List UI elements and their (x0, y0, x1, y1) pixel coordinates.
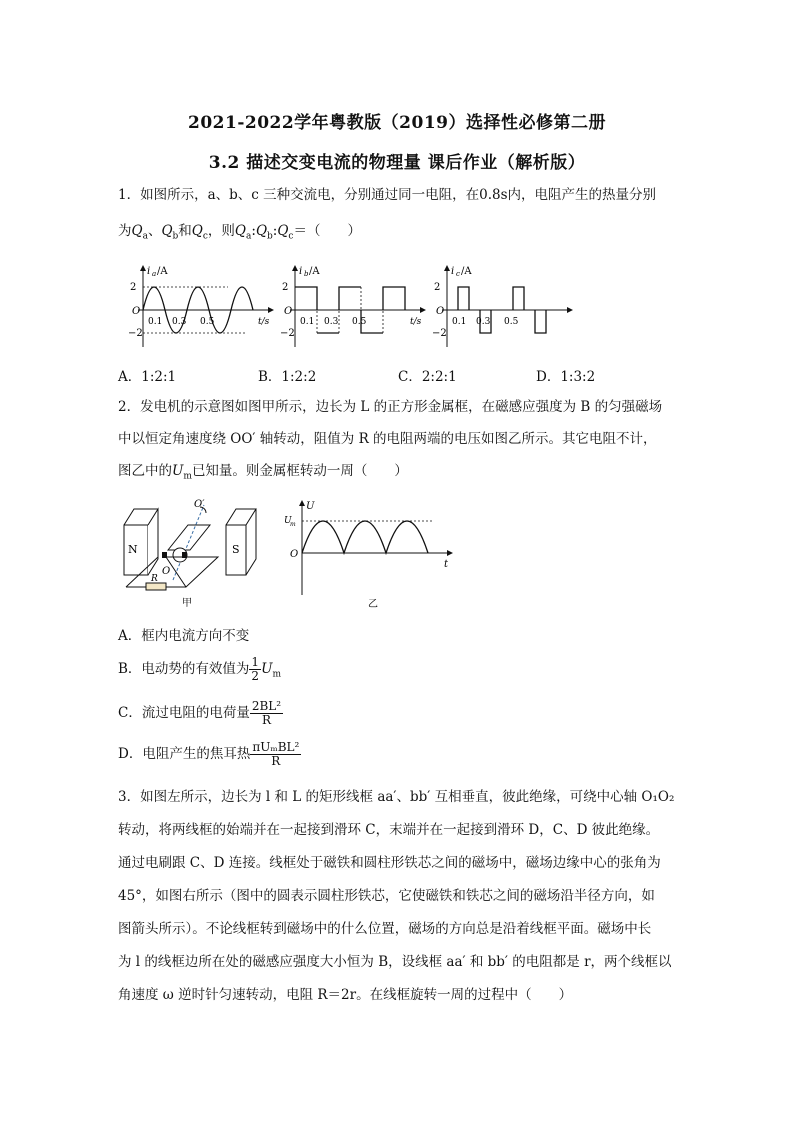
q3-stem-line2: 转动，将两线框的始端并在一起接到滑环 C，末端并在一起接到滑环 D，C、D 彼此绝缘。 (118, 822, 660, 838)
graph-a-unit: /A (157, 266, 168, 277)
document-subtitle: 3.2 描述交变电流的物理量 课后作业（解析版） (208, 153, 586, 173)
graph-b-xtick-01: 0.1 (300, 317, 315, 327)
graph-b-tlabel: t/s (410, 317, 422, 327)
q3-stem-line1: 3．如图左所示，边长为 l 和 L 的矩形线框 aa′、bb′ 互相垂直，彼此绝缘，可绕中心轴 O₁O₂ (118, 789, 675, 805)
graph-c-origin: O (436, 306, 445, 317)
graph-b-ytick-top: 2 (282, 282, 289, 293)
q2-option-d[interactable]: D．电阻产生的焦耳热 $\frac{\text{πUₘBL²}}{R}$ (118, 740, 300, 768)
q1-stem-line2: 为$Q_a$、$Q_b$和$Q_c$，则$Q_a:Q_b:Q_c=$（ ） (118, 223, 361, 242)
q2-option-a[interactable]: A．框内电流方向不变 (118, 628, 250, 644)
q1-option-a[interactable]: A．1:2:1 (118, 369, 177, 385)
graph-yi-tlabel: t (444, 559, 449, 570)
q2-stem-line2: 中以恒定角速度绕 OO′ 轴转动，阻值为 R 的电阻两端的电压如图乙所示。其它电阻不计， (118, 431, 657, 447)
q2-option-b[interactable]: B．电动势的有效值为 $\frac{1}{2}$ $U_m$ (118, 655, 281, 683)
q3-stem-line3: 通过电刷跟 C、D 连接。线框处于磁铁和圆柱形铁芯之间的磁场中，磁场边缘中心的张角为 (118, 855, 661, 871)
graph-c-ylabel-sub: c (456, 270, 460, 278)
optB-fraction: $\frac{1}{2}$ (251, 655, 260, 683)
q3-stem-line6: 为 l 的线框边所在处的磁感应强度大小恒为 B，设线框 aa′ 和 bb′ 的电阻都是 r，两个线框以 (118, 954, 672, 970)
graph-a-xtick-01: 0.1 (148, 317, 163, 327)
q2-stem-line1: 2．发电机的示意图如图甲所示，边长为 L 的正方形金属框，在磁感应强度为 B 的匀强磁场 (118, 399, 663, 415)
graph-a-xtick-03: 0.3 (172, 317, 187, 327)
resistor-r-label: R (151, 574, 158, 584)
graph-b-xtick-03: 0.3 (324, 317, 339, 327)
q3-stem-line4: 45°，如图右所示（图中的圆表示圆柱形铁芯，它使磁铁和铁芯之间的磁场沿半径方向，如 (118, 888, 655, 904)
graph-c-xtick-03: 0.3 (476, 317, 491, 327)
graph-c-ytick-bottom: −2 (432, 328, 447, 339)
graph-c-xtick-01: 0.1 (452, 317, 467, 327)
graph-yi-um-sub: m (290, 521, 296, 528)
graph-b-ylabel-sub: b (304, 270, 309, 278)
q2-figure-yi (282, 497, 457, 609)
magnet-n-label: N (128, 543, 138, 556)
graph-b-ylabel: i (299, 266, 303, 277)
graph-yi-ulabel: U (306, 501, 315, 512)
figure-yi-caption: 乙 (368, 599, 378, 609)
graph-b-ytick-bottom: −2 (280, 328, 295, 339)
optD-fraction: $\frac{\text{πUₘBL²}}{R}$ (252, 740, 300, 768)
q3-stem-line5: 图箭头所示）。不论线框转到磁场中的什么位置，磁场的方向总是沿着线框平面。磁场中长 (118, 921, 652, 937)
q2-stem-line3: 图乙中的$U_m$已知量。则金属框转动一周（ ） (118, 463, 408, 482)
q1-graph-a (128, 262, 278, 350)
q2-option-c[interactable]: C．流过电阻的电荷量 $\frac{\text{2BL²}}{R}$ (118, 699, 282, 727)
q1-graph-b (280, 262, 430, 350)
q1-option-b[interactable]: B．1:2:2 (258, 369, 317, 385)
graph-a-ytick-bottom: −2 (128, 328, 143, 339)
graph-c-unit: /A (461, 266, 472, 277)
graph-a-ytick-top: 2 (130, 282, 137, 293)
document-title: 2021-2022学年粤教版（2019）选择性必修第二册 (188, 113, 606, 133)
q3-stem-line7: 角速度 ω 逆时针匀速转动，电阻 R＝2r。在线框旋转一周的过程中（ ） (118, 987, 573, 1003)
q2-figure-jia (118, 495, 263, 610)
optC-fraction: $\frac{\text{2BL²}}{R}$ (251, 699, 282, 727)
graph-c-ylabel: i (451, 266, 455, 277)
q1-graph-c (432, 262, 577, 350)
graph-c-ytick-top: 2 (434, 282, 441, 293)
q1-stem-line1: 1．如图所示，a、b、c 三种交流电，分别通过同一电阻，在0.8s内，电阻产生的热量分别 (118, 187, 657, 203)
q1-option-d[interactable]: D．1:3:2 (536, 369, 596, 385)
axis-o-prime-label: O′ (194, 499, 205, 510)
figure-jia-caption: 甲 (182, 598, 192, 609)
graph-yi-um: U (284, 516, 292, 526)
graph-a-origin: O (132, 306, 141, 317)
graph-a-ylabel: i (147, 266, 151, 277)
axis-o-label: O (162, 566, 171, 577)
graph-c-xtick-05: 0.5 (504, 317, 519, 327)
graph-b-origin: O (284, 306, 293, 317)
graph-a-ylabel-sub: a (152, 270, 157, 278)
graph-b-xtick-05: 0.5 (352, 317, 367, 327)
graph-b-unit: /A (309, 266, 320, 277)
q1-option-c[interactable]: C．2:2:1 (398, 369, 457, 385)
graph-a-tlabel: t/s (258, 317, 270, 327)
graph-yi-origin: O (290, 549, 299, 560)
magnet-s-label: S (232, 543, 240, 556)
graph-a-xtick-05: 0.5 (200, 317, 215, 327)
